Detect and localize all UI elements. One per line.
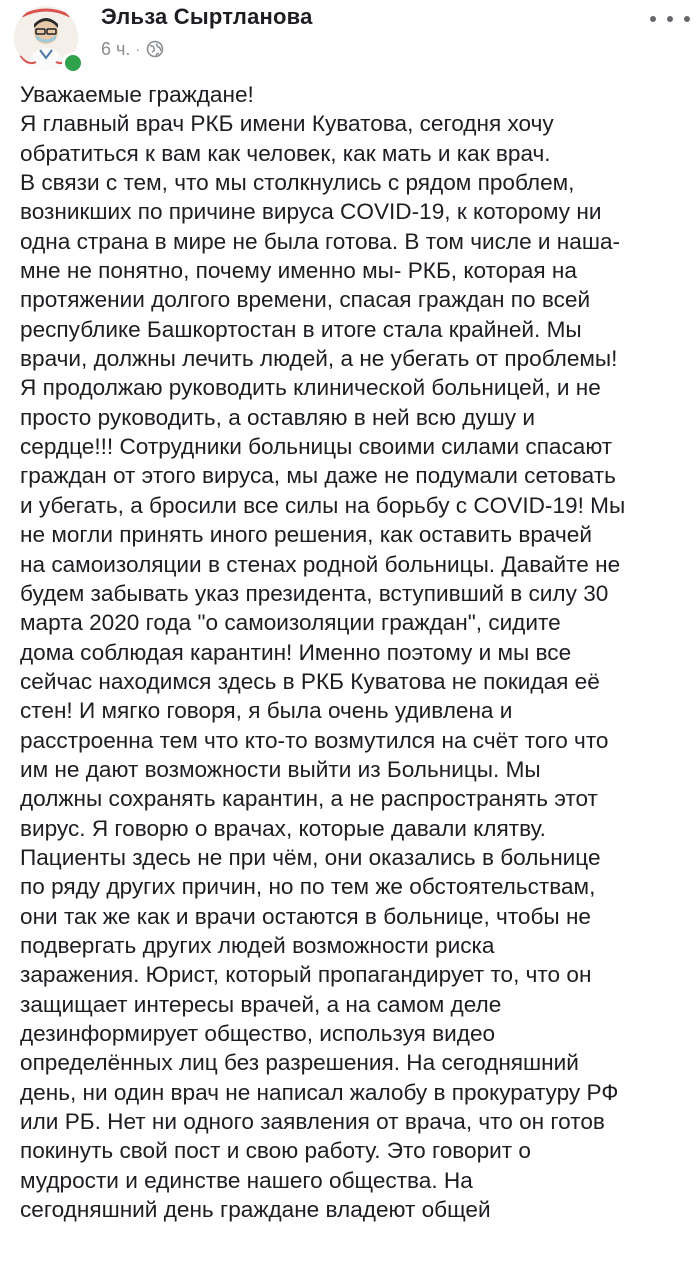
post-meta bbox=[101, 38, 164, 60]
post-text-line: защищает интересы врачей, а на самом деле bbox=[20, 991, 502, 1017]
post-text-line: они так же как и врачи остаются в больнице, чтобы не bbox=[20, 903, 591, 929]
more-dots-icon bbox=[650, 16, 656, 22]
post-text-line: сейчас находимся здесь в РКБ Куватова не покидая её bbox=[20, 668, 600, 694]
post-text-line: и убегать, а бросили все силы на борьбу с COVID-19! Мы bbox=[20, 492, 626, 518]
post-text-line: не могли принять иного решения, как оставить врачей bbox=[20, 522, 592, 548]
post-text-line: вирус. Я говорю о врачах, которые давали клятву. bbox=[20, 815, 546, 841]
post-text-line: республике Башкортостан в итоге стала крайней. Мы bbox=[20, 316, 582, 342]
post-text-line: обратиться к вам как человек, как мать и как врач. bbox=[20, 140, 551, 166]
post-text-line: определённых лиц без разрешения. На сегодняшний bbox=[20, 1050, 579, 1076]
post-text-line: Я продолжаю руководить клинической больницей, и не bbox=[20, 375, 601, 401]
post-text-line: просто руководить, а оставляю в ней всю душу и bbox=[20, 404, 535, 430]
post-text-line: дома соблюдая карантин! Именно поэтому и мы все bbox=[20, 639, 572, 665]
post-text-line: врачи, должны лечить людей, а не убегать от проблемы! bbox=[20, 346, 618, 372]
post-text-line: протяжении долгого времени, спасая граждан по всей bbox=[20, 287, 591, 313]
post-text-line: стен! И мягко говоря, я была очень удивлена и bbox=[20, 698, 513, 724]
post-text-line: должны сохранять карантин, а не распространять этот bbox=[20, 786, 598, 812]
post-text-line: В связи с тем, что мы столкнулись с рядом проблем, bbox=[20, 170, 575, 196]
post-text-line: сердце!!! Сотрудники больницы своими силами спасают bbox=[20, 434, 613, 460]
post-text-line: марта 2020 года "о самоизоляции граждан", сидите bbox=[20, 610, 561, 636]
post-text-line: Уважаемые граждане! bbox=[20, 82, 254, 107]
post-text-line: Я главный врач РКБ имени Куватова, сегодня хочу bbox=[20, 111, 554, 137]
post-text-line: день, ни один врач не написал жалобу в прокуратуру РФ bbox=[20, 1079, 619, 1105]
post-text-line: заражения. Юрист, который пропагандирует то, что он bbox=[20, 962, 592, 988]
more-dots-icon-dot bbox=[684, 16, 690, 22]
post-text-line: будем забывать указ президента, вступивший в силу 30 bbox=[20, 580, 609, 606]
post-text-line: возникших по причине вируса COVID-19, к которому ни bbox=[20, 199, 602, 225]
globe-icon bbox=[146, 40, 164, 58]
post-text-line: сегодняшний день граждане владеют общей bbox=[20, 1197, 491, 1223]
post-text-line: мне не понятно, почему именно мы- РКБ, которая на bbox=[20, 258, 577, 284]
post-text-line: по ряду других причин, но по тем же обстоятельствам, bbox=[20, 874, 596, 900]
post-text bbox=[20, 80, 692, 1224]
post-text-line: расстроенна тем что кто-то возмутился на счёт того что bbox=[20, 727, 609, 753]
post-header bbox=[0, 0, 700, 78]
post-text-line: или РБ. Нет ни одного заявления от врача, что он готов bbox=[20, 1109, 605, 1135]
post-text-line: покинуть свой пост и свою работу. Это говорит о bbox=[20, 1138, 531, 1164]
post-text-line: граждан от этого вируса, мы даже не подумали сетовать bbox=[20, 463, 616, 489]
post-text-line: Пациенты здесь не при чём, они оказались в больнице bbox=[20, 844, 601, 870]
post-time[interactable]: 6 ч. bbox=[101, 38, 131, 59]
post-text-line: одна страна в мире не была готова. В том числе и наша- bbox=[20, 228, 621, 254]
post-text-line: дезинформирует общество, используя видео bbox=[20, 1021, 496, 1046]
more-dots-icon-dot bbox=[667, 16, 673, 22]
online-status-indicator bbox=[62, 52, 84, 74]
post-text-line: подвергать других людей возможности риска bbox=[20, 932, 495, 958]
more-options-button[interactable] bbox=[650, 12, 690, 26]
meta-separator: · bbox=[135, 41, 141, 57]
post-text-line: им не дают возможности выйти из Больницы. Мы bbox=[20, 756, 541, 782]
post-text-line: на самоизоляции в стенах родной больницы. Давайте не bbox=[20, 551, 621, 577]
author-name[interactable]: Эльза Сыртланова bbox=[101, 4, 313, 29]
post-text-line: мудрости и единстве нашего общества. На bbox=[20, 1167, 473, 1193]
